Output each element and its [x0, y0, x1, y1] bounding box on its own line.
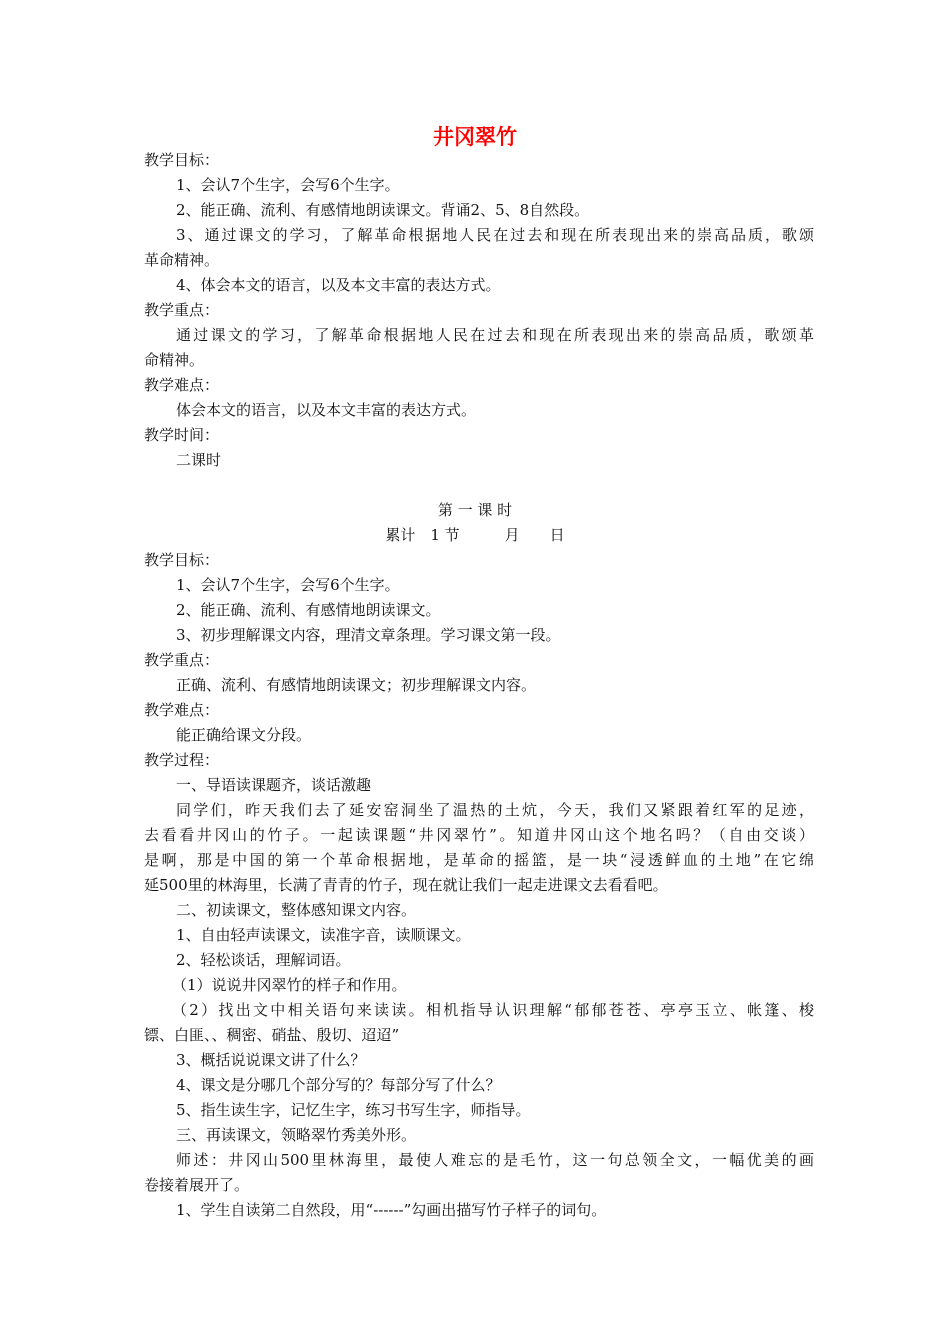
focus-text: 通过课文的学习，了解革命根据地人民在过去和现在所表现出来的崇高品质，歌颂革 [176, 326, 814, 344]
focus-text: 正确、流利、有感情地朗读课文；初步理解课文内容。 [176, 676, 537, 694]
process-step-heading: 一、导语读课题齐，谈话激趣 [176, 776, 372, 794]
paragraph-line: 是啊，那是中国的第一个革命根据地，是革命的摇篮，是一块“浸透鲜血的土地”在它绵 [144, 851, 814, 869]
process-item: 1、自由轻声读课文，读准字音，读顺课文。 [176, 926, 471, 944]
goal-item: 2、能正确、流利、有感情地朗读课文。 [176, 601, 441, 619]
process-item: 4、课文是分哪几个部分写的？每部分写了什么？ [176, 1076, 501, 1094]
paragraph-line: 同学们，昨天我们去了延安窑洞坐了温热的土炕，今天，我们又紧跟着红军的足迹， [176, 801, 814, 819]
process-item: 5、指生读生字，记忆生字，练习书写生字，师指导。 [176, 1101, 531, 1119]
heading-teaching-process: 教学过程： [144, 751, 220, 769]
process-step-heading: 三、再读课文，领略翠竹秀美外形。 [176, 1126, 417, 1144]
paragraph-line: 卷接着展开了。 [144, 1176, 250, 1194]
process-subitem: （2）找出文中相关语句来读读。相机指导认识理解“郁郁苍苍、亭亭玉立、帐篷、梭 [172, 1001, 814, 1019]
goal-item: 1、会认7个生字，会写6个生字。 [176, 576, 400, 594]
lesson-record: 累计 1 节 月 日 [385, 526, 565, 544]
difficulty-text: 体会本文的语言，以及本文丰富的表达方式。 [176, 401, 477, 419]
goal-item: 3、通过课文的学习，了解革命根据地人民在过去和现在所表现出来的崇高品质，歌颂 [176, 226, 814, 244]
heading-teaching-difficulty: 教学难点： [144, 376, 220, 394]
teaching-time-text: 二课时 [176, 451, 222, 469]
heading-teaching-focus: 教学重点： [144, 651, 220, 669]
goal-item: 3、初步理解课文内容，理清文章条理。学习课文第一段。 [176, 626, 561, 644]
paragraph-line: 延500里的林海里，长满了青青的竹子，现在就让我们一起走进课文去看看吧。 [144, 876, 668, 894]
process-item: 3、概括说说课文讲了什么？ [176, 1051, 366, 1069]
heading-teaching-goals: 教学目标： [144, 551, 220, 569]
document-title: 井冈翠竹 [433, 124, 517, 149]
goal-item: 1、会认7个生字，会写6个生字。 [176, 176, 400, 194]
process-item: 2、轻松谈话，理解词语。 [176, 951, 351, 969]
process-item: 1、学生自读第二自然段，用“------”勾画出描写竹子样子的词句。 [176, 1201, 607, 1219]
goal-item-continuation: 革命精神。 [144, 251, 220, 269]
paragraph-line: 师述：井冈山500里林海里，最使人难忘的是毛竹，这一句总领全文，一幅优美的画 [176, 1151, 814, 1169]
paragraph-line: 去看看井冈山的竹子。一起读课题“井冈翠竹”。知道井冈山这个地名吗？（自由交谈） [144, 826, 814, 844]
lesson-heading: 第 一 课 时 [437, 501, 513, 519]
goal-item: 4、体会本文的语言，以及本文丰富的表达方式。 [176, 276, 501, 294]
heading-teaching-time: 教学时间： [144, 426, 220, 444]
goal-item: 2、能正确、流利、有感情地朗读课文。背诵2、5、8自然段。 [176, 201, 590, 219]
focus-text-continuation: 命精神。 [144, 351, 205, 369]
difficulty-text: 能正确给课文分段。 [176, 726, 312, 744]
process-subitem-continuation: 镖、白匪、、稠密、硝盐、殷切、迢迢” [144, 1026, 400, 1044]
process-subitem: （1）说说井冈翠竹的样子和作用。 [172, 976, 407, 994]
heading-teaching-difficulty: 教学难点： [144, 701, 220, 719]
heading-teaching-goals: 教学目标： [144, 151, 220, 169]
heading-teaching-focus: 教学重点： [144, 301, 220, 319]
process-step-heading: 二、初读课文，整体感知课文内容。 [176, 901, 417, 919]
